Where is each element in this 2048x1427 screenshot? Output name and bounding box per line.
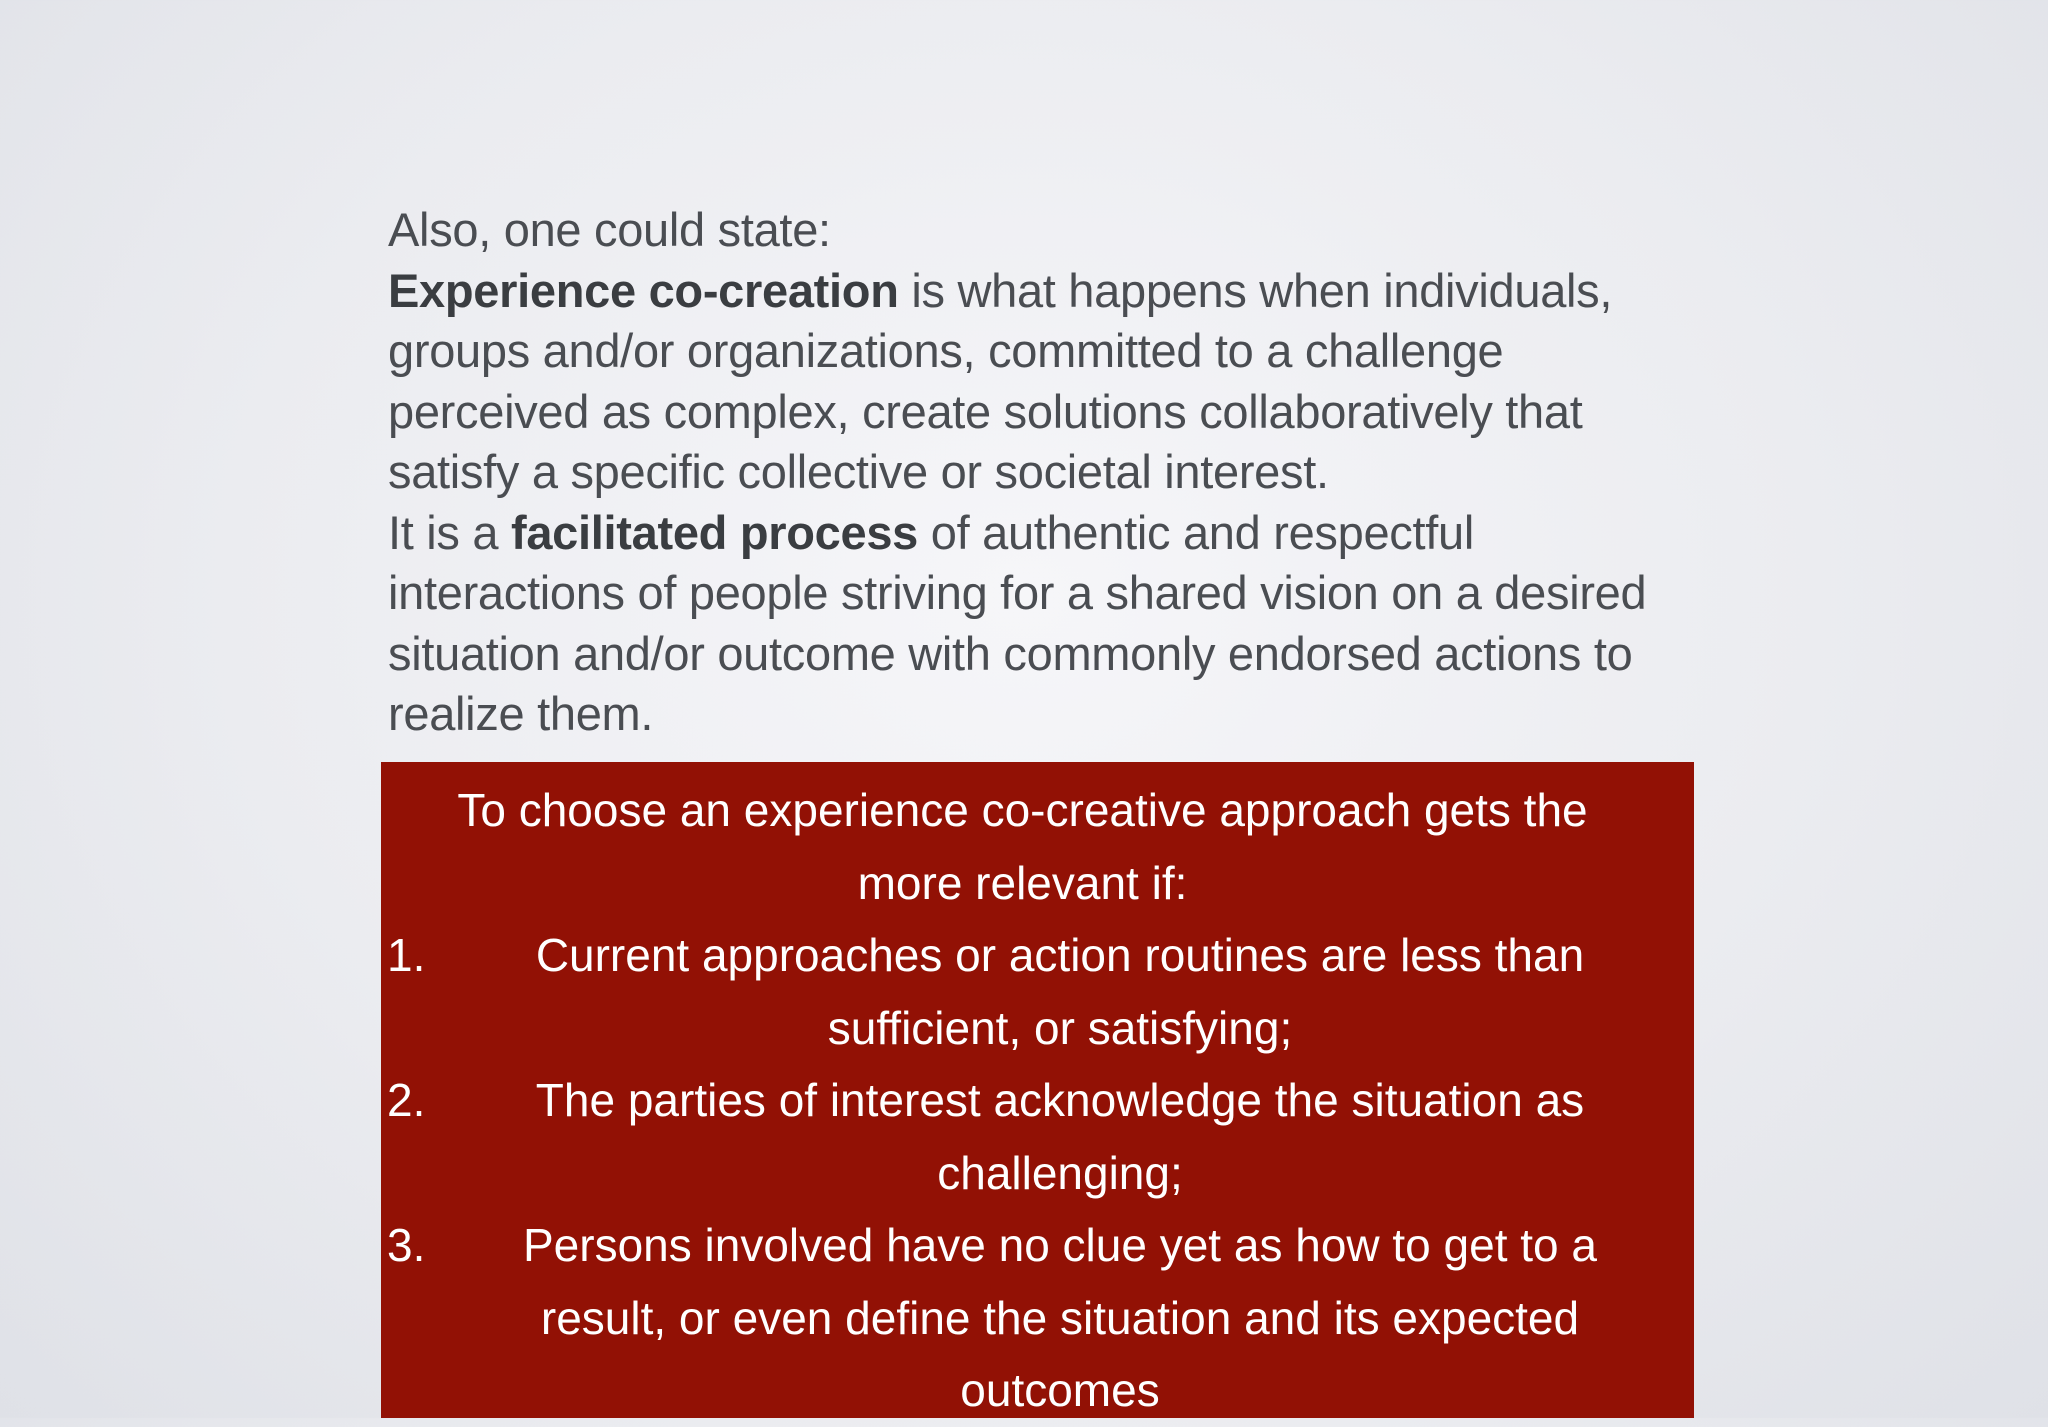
list-item-text: Current approaches or action routines are less than sufficient, or satisfying; [535,929,1585,1054]
criteria-callout-box [381,762,1694,1418]
list-item [381,1209,1694,1427]
definition-text: is what happens when individuals, groups and/or organizations, committed to a challenge perceived as complex, create solutions collaboratively that satisfy a specific collective or societal interest. [388,263,1613,498]
list-item-number: 2. [387,1074,426,1126]
list-item-text: The parties of interest acknowledge the situation as challenging; [535,1074,1585,1199]
callout-heading: To choose an experience co-creative approach gets the more relevant if: [457,784,1588,909]
criteria-list [381,919,1694,1427]
intro-line: Also, one could state: [388,203,831,256]
definition-paragraph [388,261,1708,503]
definition-term: Experience co-creation [388,263,899,317]
process-prefix: It is a [388,505,511,559]
list-item-number: 3. [387,1219,426,1271]
process-paragraph [388,503,1708,745]
list-item [381,1064,1694,1209]
list-item [381,919,1694,1064]
slide-body-text [388,200,1708,745]
process-text: of authentic and respectful interactions of people striving for a shared vision on a desired situation and/or outcome with commonly endorsed actions to realize them. [388,505,1647,740]
list-item-number: 1. [387,929,426,981]
list-item-text: Persons involved have no clue yet as how to get to a result, or even define the situation and its expected outcomes [523,1219,1597,1416]
process-term: facilitated process [510,505,919,559]
